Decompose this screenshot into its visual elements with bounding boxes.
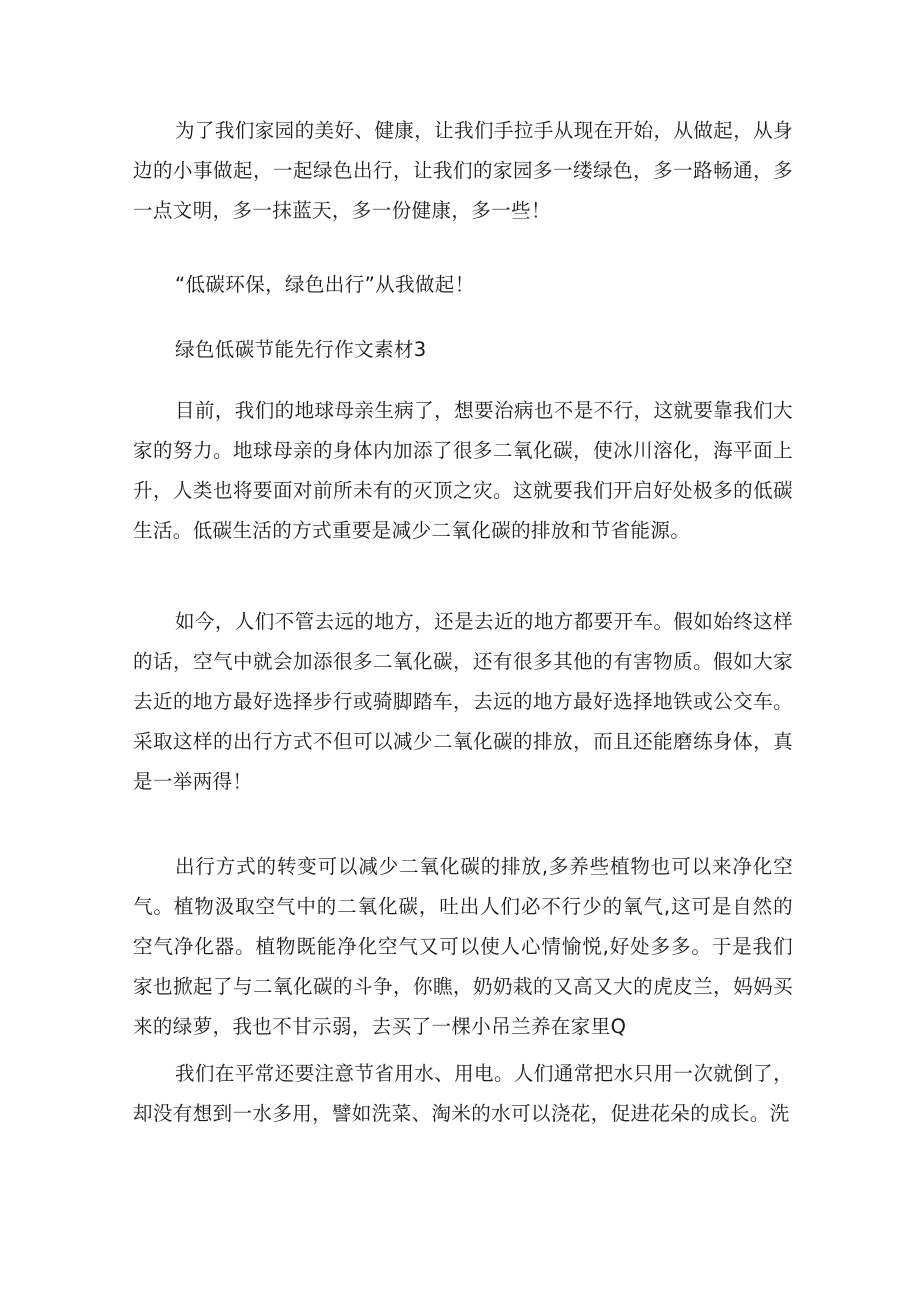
- paragraph-travel: 如今，人们不管去远的地方，还是去近的地方都要开车。假如始终这样的话，空气中就会加添很多二氧化碳，还有很多其他的有害物质。假如大家去近的地方最好选择步行或骑脚踏车，去远的地方最好选择地铁或公交车。采取这样的出行方式不但可以减少二氧化碳的排放，而且还能磨练身体，真是一举两得！: [133, 610, 793, 793]
- paragraph-slogan: “低碳环保，绿色出行”从我做起！: [175, 273, 475, 296]
- paragraph-plants: 出行方式的转变可以减少二氧化碳的排放,多养些植物也可以来净化空气。植物汲取空气中的二氧化碳，吐出人们必不行少的氧气,这可是自然的空气净化器。植物既能净化空气又可以使人心情愉悦,好处多多。于是我们家也掀起了与二氧化碳的斗争，你瞧，奶奶栽的又高又大的虎皮兰，妈妈买来的绿萝，我也不甘示弱，去买了一棵小吊兰养在家里Q: [133, 855, 793, 1038]
- section-heading: 绿色低碳节能先行作文素材3: [175, 338, 427, 361]
- paragraph-intro: 为了我们家园的美好、健康，让我们手拉手从现在开始，从做起，从身边的小事做起，一起绿色出行，让我们的家园多一缕绿色，多一路畅通，多一点文明，多一抹蓝天，多一份健康，多一些！: [133, 119, 793, 222]
- paragraph-save-water: 我们在平常还要注意节省用水、用电。人们通常把水只用一次就倒了，却没有想到一水多用，譬如洗菜、淘米的水可以浇花，促进花朵的成长。洗: [133, 1062, 793, 1125]
- paragraph-earth-sick: 目前，我们的地球母亲生病了，想要治病也不是不行，这就要靠我们大家的努力。地球母亲的身体内加添了很多二氧化碳，使冰川溶化，海平面上升，人类也将要面对前所未有的灭顶之灾。这就要我们开启好处极多的低碳生活。低碳生活的方式重要是减少二氧化碳的排放和节省能源。: [133, 399, 793, 542]
